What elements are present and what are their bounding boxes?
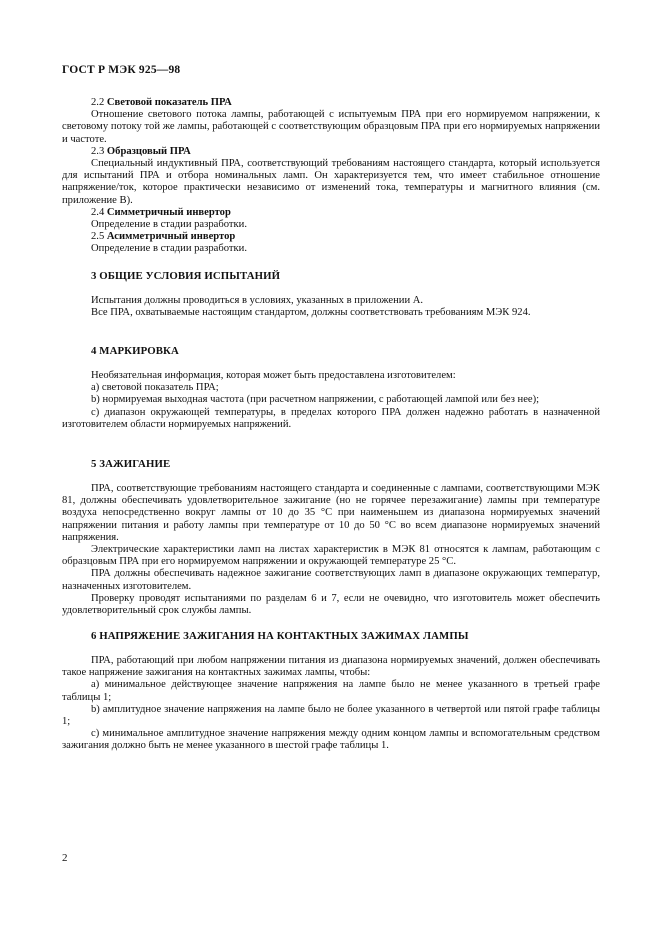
definition-2-2-heading xyxy=(62,97,600,109)
section-5-para-1: ПРА, соответствующие требованиям настоящего стандарта и соединенные с лампами, соответствующими МЭК 81, должны обеспечивать удовлетворительное зажигание (но не горячее перезажигание) лампы при температуре воздуха непосредственно вокруг лампы от 10 до 35 °С при наименьшем из диапазона нормируемых значений напряжении питания и работу лампы при температуре от 10 до 50 °С во всем диапазоне нормируемых значений напряжения. xyxy=(62,483,600,543)
definitions-block xyxy=(62,97,600,256)
section-6-item-c: с) минимальное амплитудное значение напряжения между одним концом лампы и вспомогательным средством зажигания должно быть не менее указанного в шестой графе таблицы 1. xyxy=(62,728,600,752)
section-3-body xyxy=(62,295,600,319)
section-3-title: 3 ОБЩИЕ УСЛОВИЯ ИСПЫТАНИЙ xyxy=(91,270,281,282)
section-5-para-3: ПРА должны обеспечивать надежное зажигание соответствующих ламп в диапазоне окружающих температур, назначенных изготовителем. xyxy=(62,568,600,592)
section-5-para-2: Электрические характеристики ламп на листах характеристик в МЭК 81 относятся к лампам, работающим с образцовым ПРА при его нормируемом напряжении и окружающей температуре 25 °С. xyxy=(62,544,600,568)
definition-2-5-text: Определение в стадии разработки. xyxy=(91,243,247,255)
definition-2-3-text: Специальный индуктивный ПРА, соответствующий требованиям настоящего стандарта, который используется для испытаний ПРА и отбора номинальных ламп. Он характеризуется тем, что имеет стабильное отношение напряжение/ток, которое практически независимо от изменений тока, температуры и магнитного влияния (см. приложение В). xyxy=(62,158,600,206)
section-6-body xyxy=(62,655,600,753)
section-3 xyxy=(62,270,600,282)
definition-2-2-text: Отношение светового потока лампы, работающей с испытуемым ПРА при его нормируемом напряжении, к световому потоку той же лампы, работающей с соответствующим образцовым ПРА при его нормируемых напряжении и частоте. xyxy=(62,109,600,145)
section-6-item-b: b) амплитудное значение напряжения на лампе было не более указанного в четвертой или пятой графе таблицы 1; xyxy=(62,703,600,728)
section-4-title: 4 МАРКИРОВКА xyxy=(91,345,179,357)
definition-title: Асимметричный инвертор xyxy=(106,231,236,243)
section-6-para-1: ПРА, работающий при любом напряжении питания из диапазона нормируемых значений, должен обеспечивать такое напряжение зажигания на контактных зажимах лампы, чтобы: xyxy=(62,655,600,679)
definition-title: Образцовый ПРА xyxy=(106,145,191,157)
definition-number: 2.5 xyxy=(91,231,105,243)
section-4-body xyxy=(62,370,600,431)
section-3-para-1: Испытания должны проводиться в условиях, указанных в приложении А. xyxy=(91,295,424,306)
definition-2-3-heading xyxy=(62,146,600,158)
section-3-para-2: Все ПРА, охватываемые настоящим стандартом, должны соответствовать требованиям МЭК 924. xyxy=(91,307,531,319)
definition-number: 2.4 xyxy=(91,206,105,218)
section-4 xyxy=(62,345,600,357)
section-5 xyxy=(62,458,600,470)
section-4-item-a: а) световой показатель ПРА; xyxy=(91,382,219,394)
definition-number: 2.3 xyxy=(91,145,105,157)
section-5-para-4: Проверку проводят испытаниями по разделам 6 и 7, если не очевидно, что изготовитель может обеспечить удовлетворительный срок службы лампы. xyxy=(62,592,600,617)
document-code: ГОСТ Р МЭК 925—98 xyxy=(62,64,181,76)
section-4-para-1: Необязательная информация, которая может быть предоставлена изготовителем: xyxy=(91,370,456,381)
section-4-item-c: с) диапазон окружающей температуры, в пределах которого ПРА должен надежно работать в назначенной изготовителем области нормируемых напряжений. xyxy=(62,406,600,430)
section-6-title: 6 НАПРЯЖЕНИЕ ЗАЖИГАНИЯ НА КОНТАКТНЫХ ЗАЖИМАХ ЛАМПЫ xyxy=(91,630,469,642)
section-4-item-b: b) нормируемая выходная частота (при расчетном напряжении, с работающей лампой или без нее); xyxy=(91,394,540,406)
definition-2-4-heading xyxy=(62,207,600,219)
page-number: 2 xyxy=(62,852,68,864)
definition-title: Световой показатель ПРА xyxy=(106,97,232,108)
section-6 xyxy=(62,630,600,642)
section-5-body xyxy=(62,483,600,617)
definition-2-4-text: Определение в стадии разработки. xyxy=(91,219,247,231)
definition-number: 2.2 xyxy=(91,97,105,108)
definition-title: Симметричный инвертор xyxy=(106,206,231,218)
section-5-title: 5 ЗАЖИГАНИЕ xyxy=(91,458,171,470)
section-6-item-a: а) минимальное действующее значение напряжения на лампе было не менее указанного в третьей графе таблицы 1; xyxy=(62,679,600,703)
definition-2-5-heading xyxy=(62,231,600,243)
